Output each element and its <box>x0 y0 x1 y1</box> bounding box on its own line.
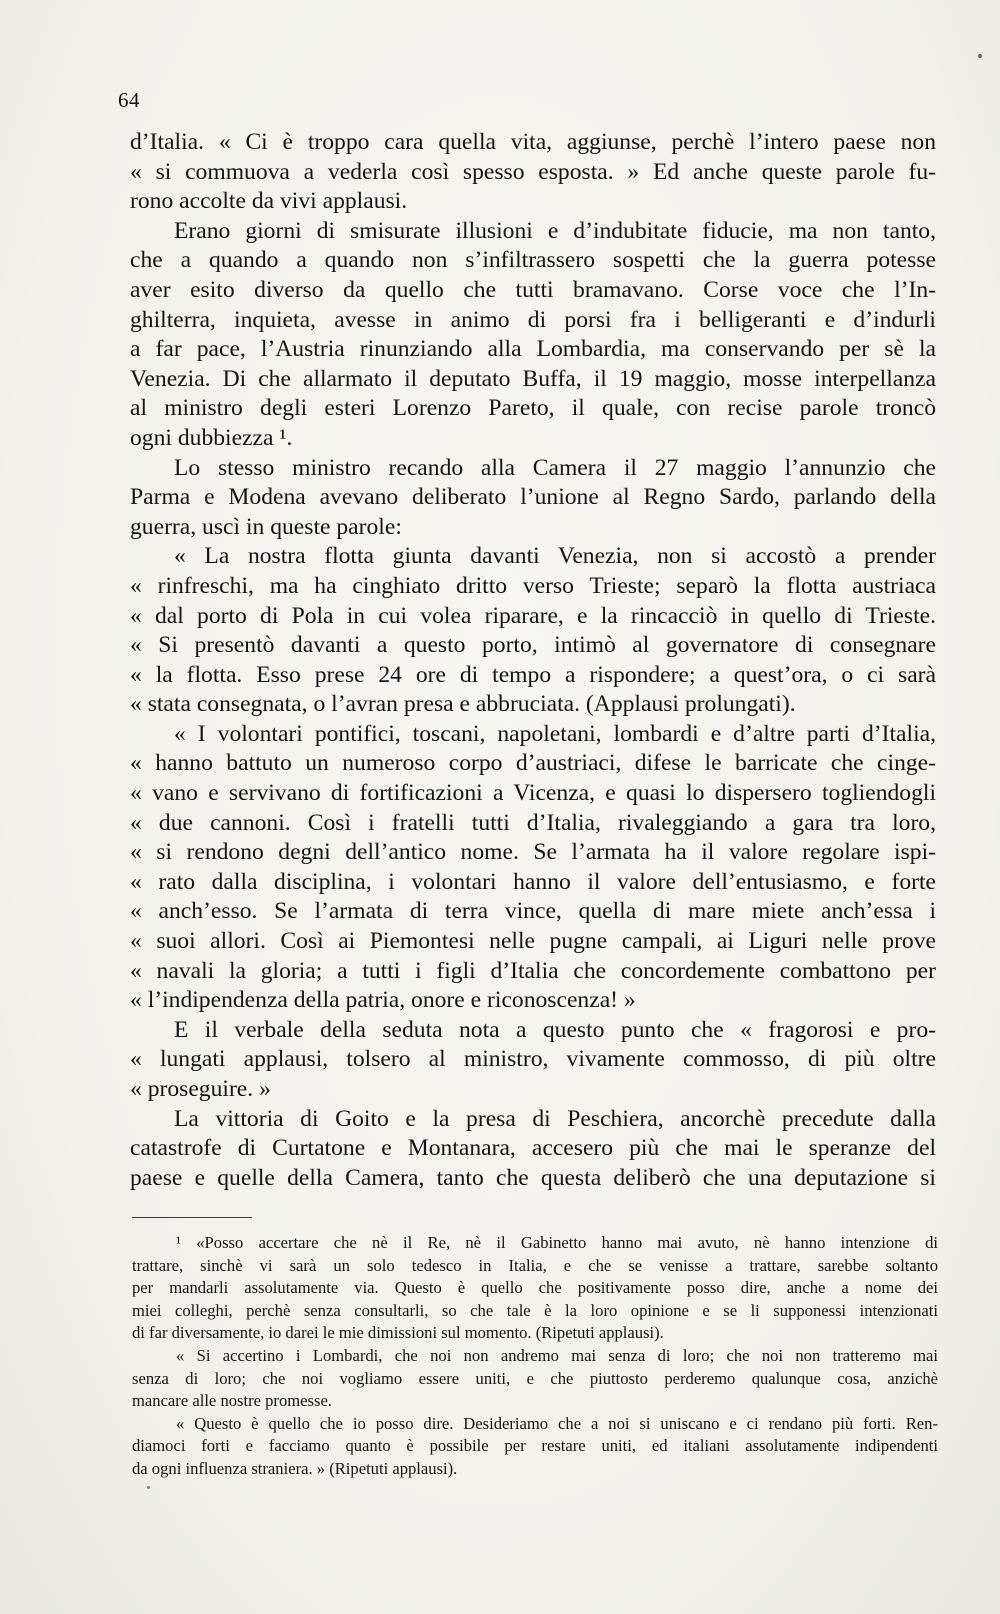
text-line: Venezia. Di che allarmato il deputato Buffa, il 19 maggio, mosse interpellanza <box>130 365 936 392</box>
quote-line: « si rendono degni dell’antico nome. Se l’armata ha il valore regolare ispi- <box>130 839 936 866</box>
page-number: 64 <box>118 88 140 112</box>
text-line: guerra, uscì in queste parole: <box>130 513 402 540</box>
quote-line: « stata consegnata, o l’avran presa e abbruciata. (Applausi prolungati). <box>130 691 796 718</box>
footnote-line: per mandarli assolutamente via. Questo è quello che positivamente posso dire, anche a nome dei <box>132 1278 938 1298</box>
text-line: ogni dubbiezza ¹. <box>130 424 293 451</box>
footnote-line: mancare alle nostre promesse. <box>132 1391 332 1411</box>
footnote-divider <box>132 1217 252 1218</box>
quote-line: « hanno battuto un numeroso corpo d’austriaci, difese le barricate che cinge- <box>130 750 936 777</box>
quote-line: « Si presentò davanti a questo porto, intimò al governatore di consegnare <box>130 632 936 659</box>
footnote-line: miei colleghi, perchè senza consultarli, so che tale è la loro opinione e se li supponessi intenzionati <box>132 1300 938 1320</box>
quote-line: « la flotta. Esso prese 24 ore di tempo a rispondere; a quest’ora, o ci sarà <box>130 661 936 688</box>
quote-line: « dal porto di Pola in cui volea riparare, e la rincacciò in quello di Trieste. <box>130 602 936 629</box>
quote-line: « La nostra flotta giunta davanti Venezia, non si accostò a prender <box>174 543 936 570</box>
footnote-line: trattare, sinchè vi sarà un solo tedesco in Italia, e che se venisse a trattare, sarebbe soltanto <box>132 1255 938 1275</box>
text-line: La vittoria di Goito e la presa di Peschiera, ancorchè precedute dalla <box>174 1105 936 1132</box>
text-line: Erano giorni di smisurate illusioni e d’indubitate fiducie, ma non tanto, <box>174 217 936 244</box>
footnotes <box>132 1232 938 1481</box>
footnote-line: « Questo è quello che io posso dire. Desideriamo che a noi si uniscano e ci rendano più forti. Ren- <box>176 1413 938 1433</box>
text-line: ghilterra, inquieta, avesse in animo di porsi fra i belligeranti e d’indurli <box>130 306 936 333</box>
quote-line: « navali la gloria; a tutti i figli d’Italia che concordemente combattono per <box>130 957 936 984</box>
quote-line: « anch’esso. Se l’armata di terra vince, quella di mare miete anch’essa i <box>130 898 936 925</box>
text-line: paese e quelle della Camera, tanto che questa deliberò che una deputazione si <box>130 1164 936 1191</box>
quote-line: « suoi allori. Così ai Piemontesi nelle pugne campali, ai Liguri nelle prove <box>130 928 936 955</box>
quote-line: « vano e servivano di fortificazioni a Vicenza, e quasi lo dispersero togliendogli <box>130 780 936 807</box>
text-line: al ministro degli esteri Lorenzo Pareto, il quale, con recise parole troncò <box>130 395 936 422</box>
text-line: « lungati applausi, tolsero al ministro, vivamente commosso, di più oltre <box>130 1046 936 1073</box>
footnote-line: ¹ «Posso accertare che nè il Re, nè il Gabinetto hanno mai avuto, nè hanno intenzione di <box>176 1233 938 1252</box>
text-line: a far pace, l’Austria rinunziando alla Lombardia, ma conservando per sè la <box>130 336 936 363</box>
footnote-line: diamoci forti e facciamo quanto è possibile per restare uniti, ed italiani assolutamente indipendenti <box>132 1436 938 1456</box>
main-text <box>130 128 936 1193</box>
footnote-line: senza di loro; che noi vogliamo essere uniti, e che piuttosto perderemo qualunque cosa, anzichè <box>132 1368 938 1388</box>
text-line: d’Italia. « Ci è troppo cara quella vita, aggiunse, perchè l’intero paese non <box>130 129 936 155</box>
text-line: che a quando a quando non s’infiltrassero sospetti che la guerra potesse <box>130 247 936 274</box>
footnote-line: di far diversamente, io darei le mie dimissioni sul momento. (Ripetuti applausi). <box>132 1323 664 1343</box>
text-line: catastrofe di Curtatone e Montanara, accesero più che mai le speranze del <box>130 1135 936 1162</box>
quote-line: « l’indipendenza della patria, onore e riconoscenza! » <box>130 987 636 1014</box>
text-line: aver esito diverso da quello che tutti bramavano. Corse voce che l’In- <box>130 276 936 303</box>
footnote-line: « Si accertino i Lombardi, che noi non andremo mai senza di loro; che noi non tratteremo mai <box>176 1345 938 1365</box>
quote-line: « rinfreschi, ma ha cinghiato dritto verso Trieste; separò la flotta austriaca <box>130 572 936 599</box>
quote-line: « due cannoni. Così i fratelli tutti d’Italia, rivaleggiando a gara tra loro, <box>130 809 936 836</box>
footnote-line: da ogni influenza straniera. » (Ripetuti applausi). <box>132 1458 458 1478</box>
text-line: « si commuova a vederla così spesso esposta. » Ed anche queste parole fu- <box>130 158 936 185</box>
page-speck <box>147 1486 150 1489</box>
text-line: Parma e Modena avevano deliberato l’unione al Regno Sardo, parlando della <box>130 484 936 511</box>
text-line: E il verbale della seduta nota a questo punto che « fragorosi e pro- <box>174 1016 936 1043</box>
page-speck <box>978 54 982 58</box>
text-line: rono accolte da vivi applausi. <box>130 188 408 215</box>
text-line: Lo stesso ministro recando alla Camera il 27 maggio l’annunzio che <box>174 454 936 481</box>
quote-line: « rato dalla disciplina, i volontari hanno il valore dell’entusiasmo, e forte <box>130 868 936 895</box>
text-line: « proseguire. » <box>130 1076 271 1102</box>
quote-line: « I volontari pontifici, toscani, napoletani, lombardi e d’altre parti d’Italia, <box>174 720 936 747</box>
